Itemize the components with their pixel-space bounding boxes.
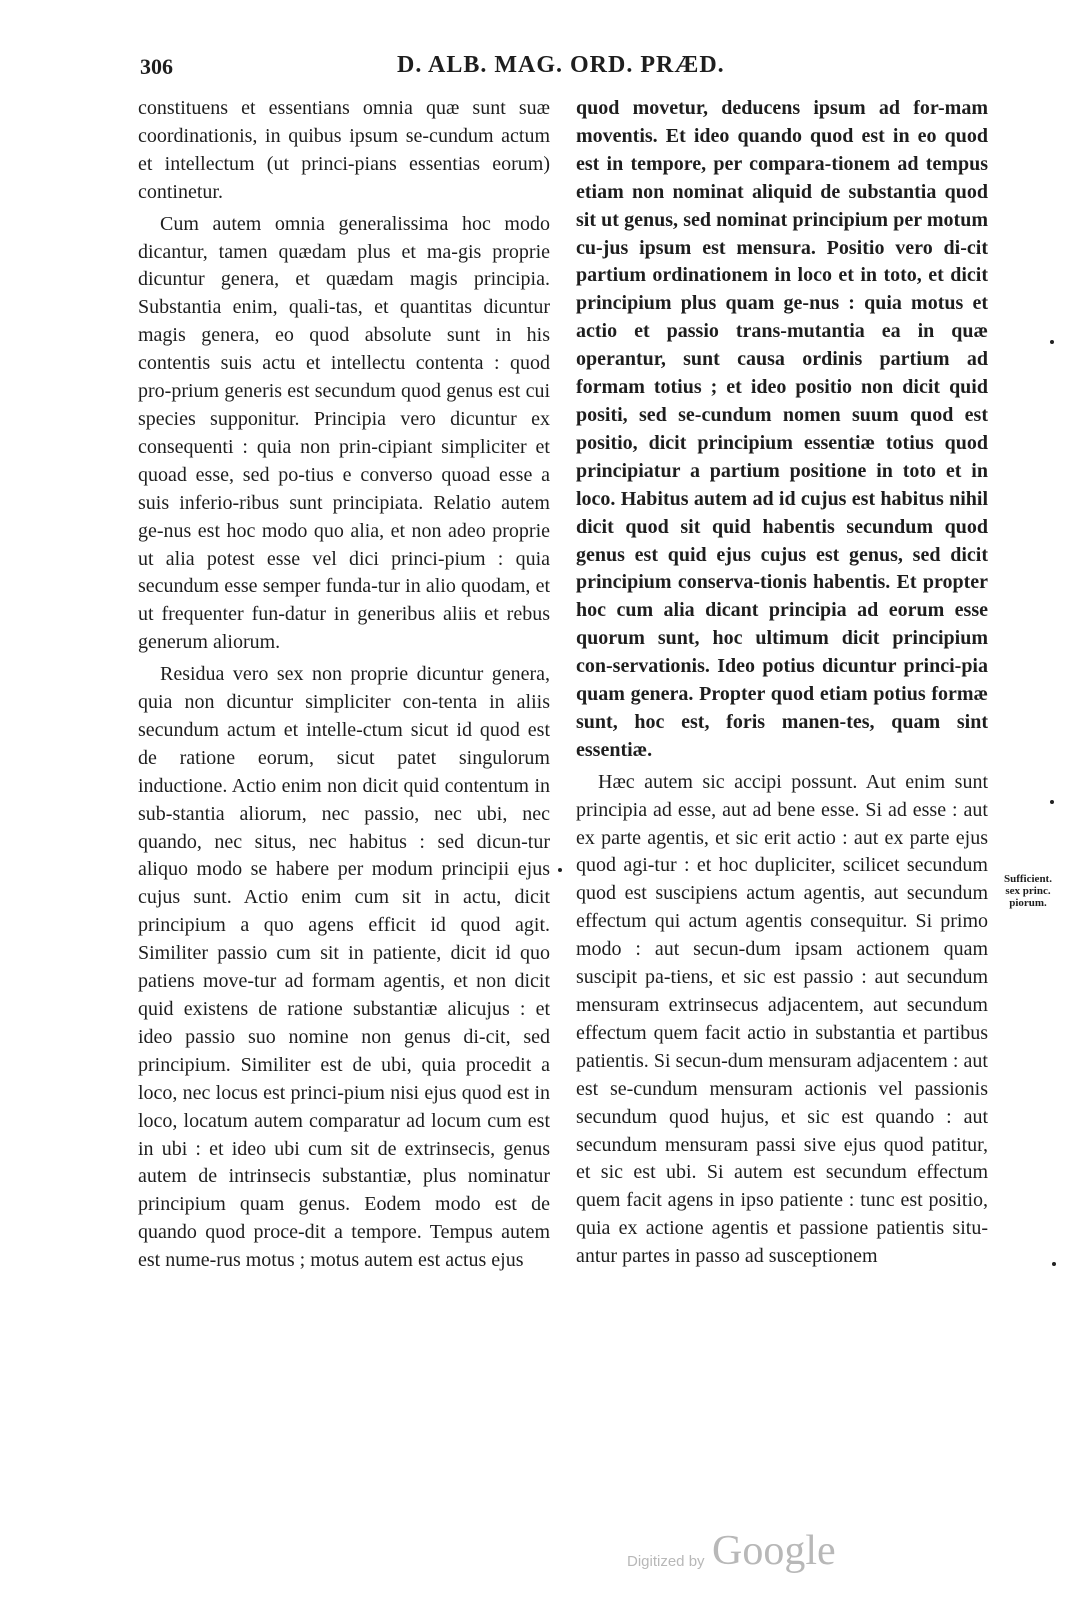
- paragraph: quod movetur, deducens ipsum ad for-mam moventis. Et ideo quando quod est in eo quod est in tempore, per compara-tionem ad tempus etiam non nominat aliquid de substantia quod sit ut genus, sed nominat principium per motum cu-jus ipsum est mensura. Positio vero di-cit partium ordinationem in loco et in toto, et dicit principium plus quam ge-nus : quia motus et actio et passio trans-mutantia ea in quæ operantur, sunt causa ordinis partium ad formam totius ; et ideo positio non dicit quid positi, sed se-cundum nomen suum quod est positio, dicit principium essentiæ totius quod principiatur a partium positione in toto et in loco. Habitus autem ad id cujus est habitus nihil dicit quod sit quid habentis secundum quod genus est quid ejus cujus est genus, sed dicit principium conserva-tionis habentis. Et propter hoc cum alia dicant principia ad eorum esse quorum sunt, hoc ultimum dicit principium con-servationis. Ideo potius dicuntur princi-pia quam genera. Propter quod etiam potius formæ sunt, hoc est, foris manen-tes, quam sint essentiæ.: [576, 97, 988, 761]
- marginal-note-line: Sufficient.: [1004, 873, 1052, 885]
- page-header: [0, 50, 1084, 86]
- paragraph: Cum autem omnia generalissima hoc modo dicantur, tamen quædam plus et ma-gis proprie dicuntur genera, et quædam magis principia. Substantia enim, quali-tas, et quantitas dicuntur magis genera, eo quod absolute sunt in his contentis suis actu et intellectu contenta : quod pro-prium generis est secundum quod genus est cui species supponitur. Principia vero dicuntur ex consequenti : quia non prin-cipiant simpliciter et quoad esse, sed po-tius e converso quoad esse a suis inferio-ribus sunt principiata. Relatio autem ge-nus est hoc modo quo alia, et non adeo proprie ut alia potest esse vel dici princi-pium : quia secundum esse semper funda-tur in alio quodam, et ut frequenter fun-datur in generibus aliis et rebus generum aliorum.: [138, 212, 550, 654]
- paragraph: Residua vero sex non proprie dicuntur genera, quia non dicuntur simpliciter con-tenta in aliis secundum actum et intelle-ctum sicut id quod est de ratione eorum, sicut patet singulorum inductione. Actio enim non dicit quid contentum in sub-stantia aliorum, nec passio, nec ubi, nec quando, nec situs, nec habitus : sed dicun-tur aliquo modo se habere per modum principii ejus cujus sunt. Actio enim cum sit in actu, dicit principium a quo agens efficit id quod agit. Similiter passio cum sit in patiente, dicit id quo patiens move-tur ad formam agentis, et non dicit quid existens de ratione substantiæ alicujus : et ideo passio suo nomine non genus di-cit, sed principium. Similiter est de ubi, quia procedit a loco, nec locus est princi-pium nisi ejus quod est in loco, locatum autem comparatur ad locum cum est in ubi : et ideo ubi cum sit de extrinsecis, genus autem de intrinsecis substantiæ, plus nominatur principium quam genus. Eodem modo est de quando quod proce-dit a tempore. Tempus autem est nume-rus motus ; motus autem est actus ejus: [138, 663, 550, 1272]
- paragraph: constituens et essentians omnia quæ sunt suæ coordinationis, in quibus ipsum se-cundum actum et intellectum (ut princi-pians essentias eorum) continetur.: [138, 97, 550, 203]
- scan-speck: [1050, 340, 1054, 344]
- marginal-note-line: piorum.: [1009, 897, 1047, 909]
- page-number: 306: [140, 54, 173, 79]
- running-title: D. ALB. MAG. ORD. PRÆD.: [397, 52, 725, 78]
- right-column: [576, 95, 988, 1275]
- marginal-note: [992, 873, 1064, 909]
- watermark-caption: Digitized by: [627, 1553, 705, 1570]
- marginal-note-line: sex princ.: [1005, 885, 1051, 897]
- paragraph: Hæc autem sic accipi possunt. Aut enim sunt principia ad esse, aut ad bene esse. Si ad esse : aut ex parte agentis, et sic erit actio : aut ex parte ejus quod agi-tur : et hoc dupliciter, scilicet secundum quod est suscipiens actum agentis, aut secundum effectum qui actum agentis consequitur. Si primo modo : aut secun-dum ipsam actionem quam suscipit pa-tiens, et sic est passio : aut secundum mensuram extrinsecus adjacentem, aut secundum effectum quem facit actio in substantia et partibus patientis. Si secun-dum mensuram adjacentem : aut est se-cundum mensuram actionis vel passionis secundum quod hujus, et sic est quando : aut secundum mensuram passi sive ejus quod patitur, et sic est ubi. Si autem est secundum effectum quem facit agens in ipso patiente : tunc est positio, quia ex actione agentis et passione patientis situ-antur partes in passo ad susceptionem: [576, 770, 988, 1268]
- google-logo: Google: [712, 1528, 836, 1574]
- left-column: [138, 95, 550, 1279]
- digitized-watermark: [627, 1527, 867, 1577]
- scan-speck: [1050, 800, 1054, 804]
- scan-speck: [1052, 1262, 1056, 1266]
- scan-speck: [558, 868, 562, 872]
